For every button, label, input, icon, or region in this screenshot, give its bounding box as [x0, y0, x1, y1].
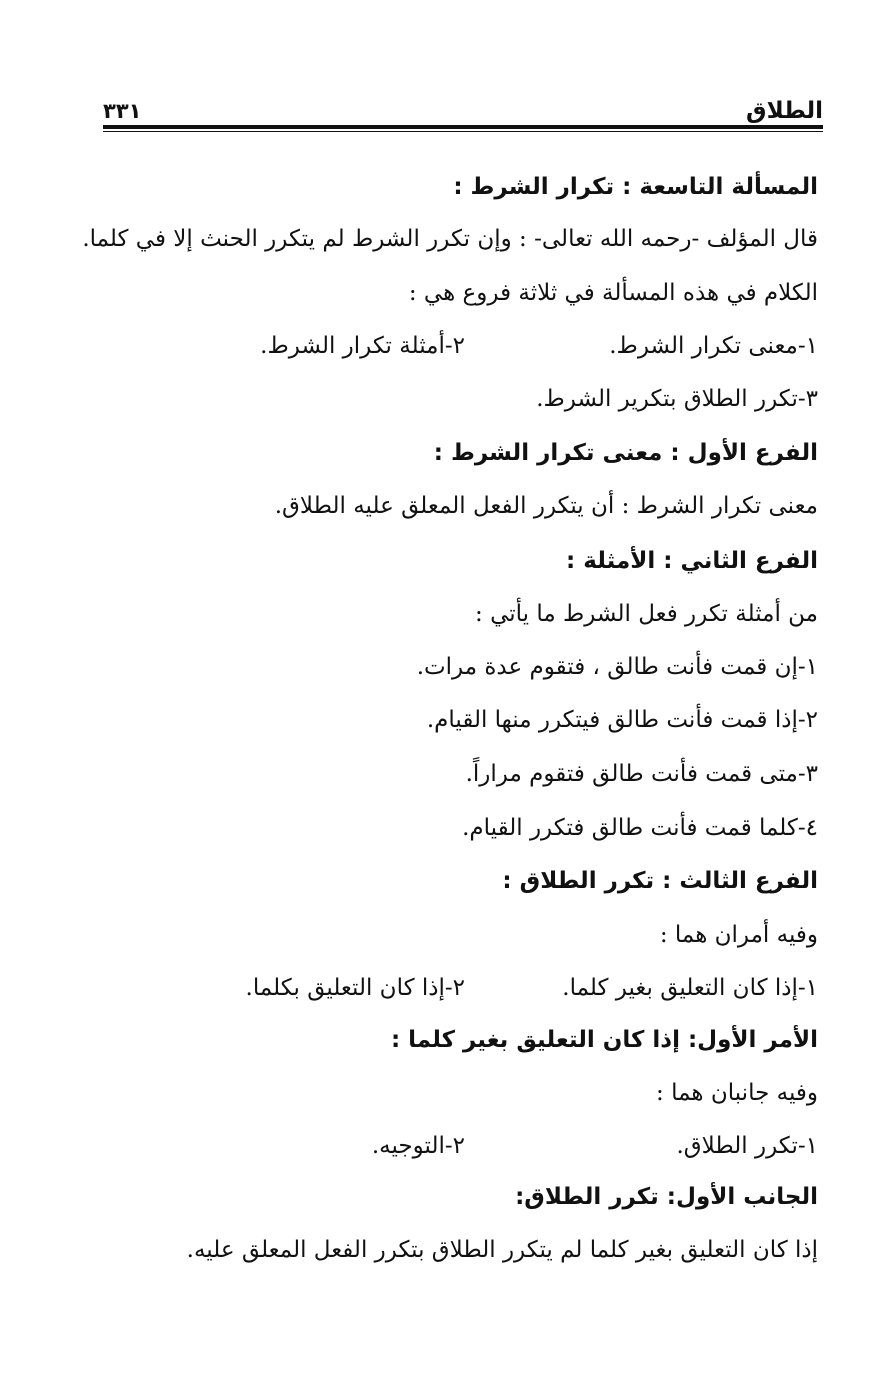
list-item: ٢-التوجيه.	[371, 1133, 465, 1159]
subsection-heading: الفرع الثاني : الأمثلة :	[566, 548, 818, 574]
list-item: ٢-أمثلة تكرار الشرط.	[260, 333, 465, 359]
paragraph-line: قال المؤلف -رحمه الله تعالى- : وإن تكرر الشرط لم يتكرر الحنث إلا في كلما.	[82, 226, 818, 252]
list-item: ١-تكرر الطلاق.	[676, 1133, 818, 1159]
list-item: ١-إذا كان التعليق بغير كلما.	[562, 975, 818, 1001]
list-item: ١-معنى تكرار الشرط.	[609, 333, 818, 359]
paragraph-line: الكلام في هذه المسألة في ثلاثة فروع هي :	[408, 280, 818, 306]
list-item: ٢-إذا كان التعليق بكلما.	[245, 975, 465, 1001]
list-item: ٣-تكرر الطلاق بتكرير الشرط.	[536, 386, 818, 412]
subsection-heading: الفرع الأول : معنى تكرار الشرط :	[433, 440, 818, 466]
page-number: ٣٣١	[103, 99, 142, 123]
chapter-title: الطلاق	[746, 98, 823, 124]
list-item: ٤-كلما قمت فأنت طالق فتكرر القيام.	[462, 815, 818, 841]
list-item: ٣-متى قمت فأنت طالق فتقوم مراراً.	[465, 761, 818, 787]
subsection-heading: الأمر الأول: إذا كان التعليق بغير كلما :	[390, 1027, 818, 1053]
paragraph-line: من أمثلة تكرر فعل الشرط ما يأتي :	[475, 601, 818, 627]
list-item: ٢-إذا قمت فأنت طالق فيتكرر منها القيام.	[426, 707, 818, 733]
list-item: ١-إن قمت فأنت طالق ، فتقوم عدة مرات.	[416, 654, 818, 680]
paragraph-line: وفيه جانبان هما :	[656, 1080, 818, 1106]
paragraph-line: وفيه أمران هما :	[659, 922, 818, 948]
paragraph-line: معنى تكرار الشرط : أن يتكرر الفعل المعلق عليه الطلاق.	[274, 493, 818, 519]
header-rule-thick	[103, 125, 823, 129]
subsection-heading: الفرع الثالث : تكرر الطلاق :	[502, 868, 818, 894]
header-rule-thin	[103, 131, 823, 132]
paragraph-line: إذا كان التعليق بغير كلما لم يتكرر الطلاق بتكرر الفعل المعلق عليه.	[186, 1237, 818, 1263]
subsection-heading: الجانب الأول: تكرر الطلاق:	[515, 1184, 818, 1210]
section-heading: المسألة التاسعة : تكرار الشرط :	[453, 174, 818, 200]
